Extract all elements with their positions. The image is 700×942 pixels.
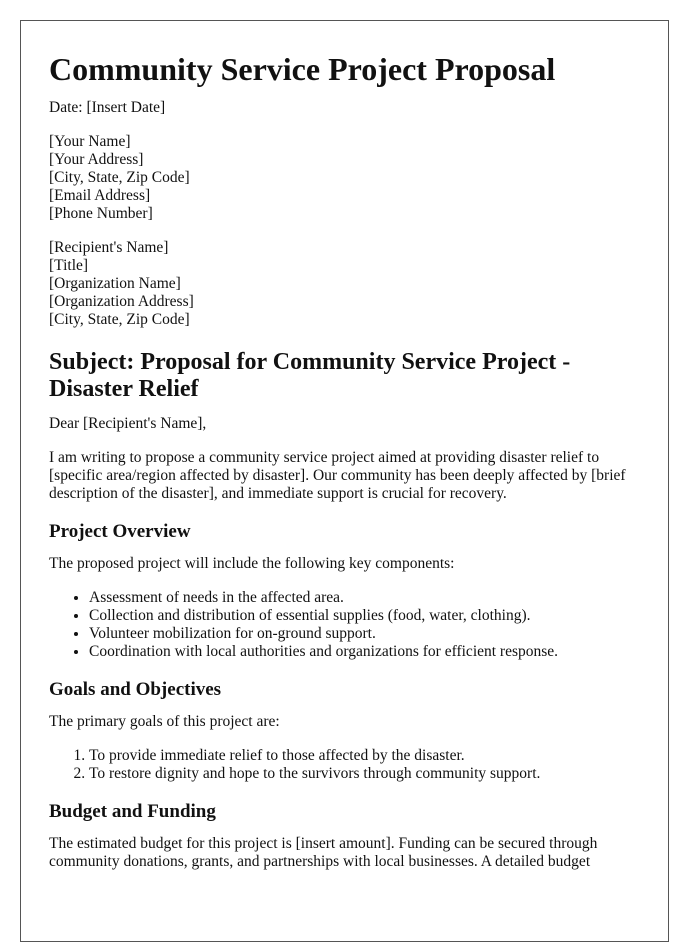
page-title: Community Service Project Proposal (49, 51, 556, 87)
recipient-organization: [Organization Name] (49, 275, 181, 292)
recipient-title: [Title] (49, 257, 89, 274)
recipient-name: [Recipient's Name] (49, 239, 169, 256)
section-heading-goals: Goals and Objectives (49, 679, 222, 700)
budget-paragraph: The estimated budget for this project is [insert amount]. Funding can be secured through community donations, grants, and partnerships with local businesses. A detailed budget (49, 835, 598, 870)
sender-phone: [Phone Number] (49, 205, 153, 222)
letter-page (20, 20, 669, 942)
goals-list (49, 747, 648, 783)
list-item: • Assessment of needs in the affected area. (89, 589, 648, 607)
section-heading-budget: Budget and Funding (49, 801, 216, 822)
recipient-city: [City, State, Zip Code] (49, 311, 190, 328)
intro-paragraph: I am writing to propose a community service project aimed at providing disaster relief to [specific area/region affected by disaster]. Our community has been deeply affected by [brief description of the disaster], and immediate support is crucial for recovery. (49, 449, 626, 502)
overview-list (49, 589, 648, 661)
list-item: • Coordination with local authorities and organizations for efficient response. (89, 643, 648, 661)
sender-name: [Your Name] (49, 133, 131, 150)
overview-lead: The proposed project will include the following key components: (49, 555, 455, 572)
date-line: Date: [Insert Date] (49, 99, 166, 116)
subject-heading: Subject: Proposal for Community Service Project - Disaster Relief (49, 349, 571, 402)
sender-block (49, 133, 648, 223)
goals-lead: The primary goals of this project are: (49, 713, 280, 730)
list-item: • Volunteer mobilization for on-ground support. (89, 625, 648, 643)
salutation: Dear [Recipient's Name], (49, 415, 207, 432)
list-item: • Collection and distribution of essential supplies (food, water, clothing). (89, 607, 648, 625)
section-heading-overview: Project Overview (49, 521, 191, 542)
list-item: 1. To provide immediate relief to those affected by the disaster. (89, 747, 648, 765)
sender-email: [Email Address] (49, 187, 151, 204)
list-item: 2. To restore dignity and hope to the survivors through community support. (89, 765, 648, 783)
sender-address: [Your Address] (49, 151, 144, 168)
recipient-block (49, 239, 648, 329)
recipient-address: [Organization Address] (49, 293, 194, 310)
sender-city: [City, State, Zip Code] (49, 169, 190, 186)
